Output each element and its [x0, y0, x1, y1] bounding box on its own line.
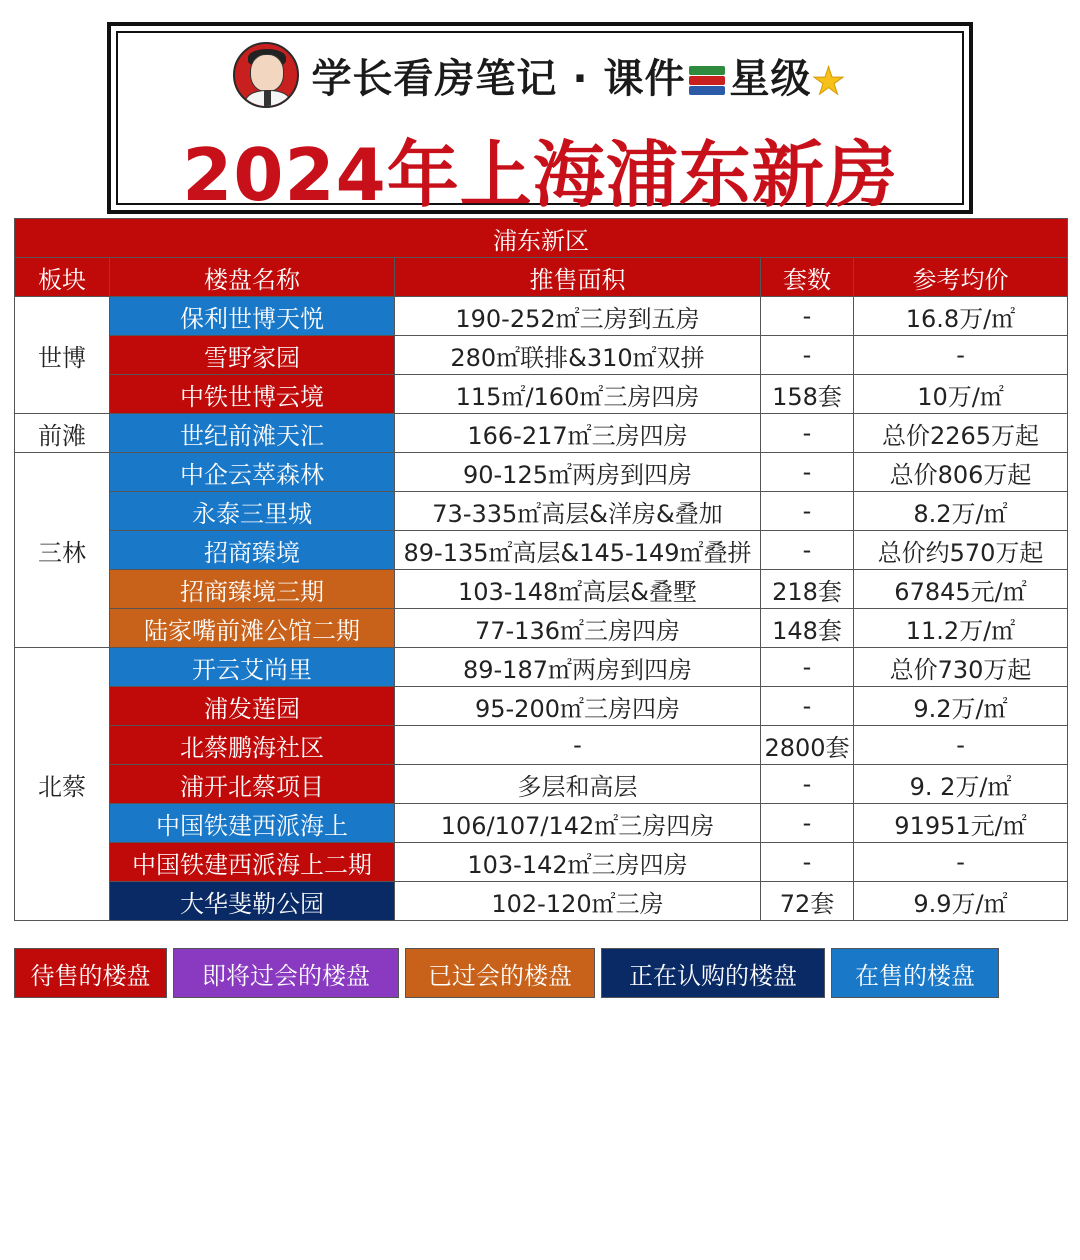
- area-cell: -: [395, 726, 761, 765]
- price-cell: 9.9万/㎡: [854, 882, 1068, 921]
- column-header: 板块: [15, 258, 110, 297]
- plate-cell: 前滩: [15, 414, 110, 453]
- price-cell: 8.2万/㎡: [854, 492, 1068, 531]
- legend-item: 待售的楼盘: [14, 948, 167, 998]
- table-row: [15, 609, 1068, 648]
- table-row: [15, 570, 1068, 609]
- column-header: 套数: [761, 258, 854, 297]
- project-name-cell: 中铁世博云境: [110, 375, 395, 414]
- project-name-cell: 开云艾尚里: [110, 648, 395, 687]
- legend-item: 在售的楼盘: [831, 948, 999, 998]
- area-cell: 280㎡联排&310㎡双拼: [395, 336, 761, 375]
- project-name-cell: 中国铁建西派海上: [110, 804, 395, 843]
- price-cell: 11.2万/㎡: [854, 609, 1068, 648]
- table-row: [15, 492, 1068, 531]
- status-legend: [14, 948, 999, 998]
- price-cell: 10万/㎡: [854, 375, 1068, 414]
- units-cell: 72套: [761, 882, 854, 921]
- units-cell: -: [761, 687, 854, 726]
- table-row: [15, 375, 1068, 414]
- table-row: [15, 726, 1068, 765]
- units-cell: -: [761, 765, 854, 804]
- units-cell: -: [761, 336, 854, 375]
- area-cell: 89-135㎡高层&145-149㎡叠拼: [395, 531, 761, 570]
- project-name-cell: 雪野家园: [110, 336, 395, 375]
- table-row: [15, 336, 1068, 375]
- area-cell: 95-200㎡三房四房: [395, 687, 761, 726]
- area-cell: 115㎡/160㎡三房四房: [395, 375, 761, 414]
- project-name-cell: 北蔡鹏海社区: [110, 726, 395, 765]
- units-cell: -: [761, 297, 854, 336]
- project-name-cell: 世纪前滩天汇: [110, 414, 395, 453]
- units-cell: 218套: [761, 570, 854, 609]
- books-icon: [687, 64, 727, 98]
- project-name-cell: 陆家嘴前滩公馆二期: [110, 609, 395, 648]
- column-header: 楼盘名称: [110, 258, 395, 297]
- property-table: [14, 218, 1068, 921]
- price-cell: 总价730万起: [854, 648, 1068, 687]
- units-cell: 2800套: [761, 726, 854, 765]
- legend-item: 已过会的楼盘: [405, 948, 595, 998]
- header-frame: [116, 31, 964, 217]
- project-name-cell: 招商臻境三期: [110, 570, 395, 609]
- header-banner: [107, 22, 973, 217]
- table-row: [15, 297, 1068, 336]
- price-cell: -: [854, 843, 1068, 882]
- project-name-cell: 浦开北蔡项目: [110, 765, 395, 804]
- area-cell: 103-148㎡高层&叠墅: [395, 570, 761, 609]
- units-cell: -: [761, 492, 854, 531]
- column-header: 推售面积: [395, 258, 761, 297]
- price-cell: -: [854, 726, 1068, 765]
- units-cell: -: [761, 414, 854, 453]
- area-cell: 77-136㎡三房四房: [395, 609, 761, 648]
- avatar-icon: [233, 42, 299, 108]
- page-title: 2024年上海浦东新房: [182, 133, 898, 217]
- price-cell: 总价2265万起: [854, 414, 1068, 453]
- subtitle-suffix: 星级: [729, 55, 812, 102]
- price-cell: 91951元/㎡: [854, 804, 1068, 843]
- table-row: [15, 453, 1068, 492]
- units-cell: -: [761, 531, 854, 570]
- units-cell: -: [761, 843, 854, 882]
- units-cell: -: [761, 453, 854, 492]
- units-cell: -: [761, 804, 854, 843]
- price-cell: 总价806万起: [854, 453, 1068, 492]
- plate-cell: 三林: [15, 453, 110, 648]
- area-cell: 89-187㎡两房到四房: [395, 648, 761, 687]
- project-name-cell: 招商臻境: [110, 531, 395, 570]
- project-name-cell: 浦发莲园: [110, 687, 395, 726]
- project-name-cell: 中企云萃森林: [110, 453, 395, 492]
- table-row: [15, 843, 1068, 882]
- area-cell: 多层和高层: [395, 765, 761, 804]
- legend-item: 即将过会的楼盘: [173, 948, 399, 998]
- area-cell: 106/107/142㎡三房四房: [395, 804, 761, 843]
- subtitle: [311, 47, 846, 104]
- units-cell: 158套: [761, 375, 854, 414]
- units-cell: 148套: [761, 609, 854, 648]
- project-name-cell: 保利世博天悦: [110, 297, 395, 336]
- price-cell: -: [854, 336, 1068, 375]
- price-cell: 67845元/㎡: [854, 570, 1068, 609]
- subtitle-row: [118, 41, 962, 109]
- price-cell: 9. 2万/㎡: [854, 765, 1068, 804]
- table-row: [15, 804, 1068, 843]
- area-title: 浦东新区: [15, 219, 1068, 258]
- project-name-cell: 大华斐勒公园: [110, 882, 395, 921]
- price-cell: 总价约570万起: [854, 531, 1068, 570]
- price-cell: 16.8万/㎡: [854, 297, 1068, 336]
- area-cell: 166-217㎡三房四房: [395, 414, 761, 453]
- area-cell: 103-142㎡三房四房: [395, 843, 761, 882]
- table-row: [15, 648, 1068, 687]
- area-cell: 190-252㎡三房到五房: [395, 297, 761, 336]
- legend-item: 正在认购的楼盘: [601, 948, 825, 998]
- table-row: [15, 882, 1068, 921]
- project-name-cell: 永泰三里城: [110, 492, 395, 531]
- project-name-cell: 中国铁建西派海上二期: [110, 843, 395, 882]
- units-cell: -: [761, 648, 854, 687]
- plate-cell: 世博: [15, 297, 110, 414]
- plate-cell: 北蔡: [15, 648, 110, 921]
- table-row: [15, 765, 1068, 804]
- column-header: 参考均价: [854, 258, 1068, 297]
- table-row: [15, 531, 1068, 570]
- area-cell: 102-120㎡三房: [395, 882, 761, 921]
- table-row: [15, 414, 1068, 453]
- star-icon: ★: [811, 58, 847, 103]
- table-row: [15, 687, 1068, 726]
- area-cell: 73-335㎡高层&洋房&叠加: [395, 492, 761, 531]
- subtitle-text: 学长看房笔记 · 课件: [311, 55, 686, 102]
- area-cell: 90-125㎡两房到四房: [395, 453, 761, 492]
- price-cell: 9.2万/㎡: [854, 687, 1068, 726]
